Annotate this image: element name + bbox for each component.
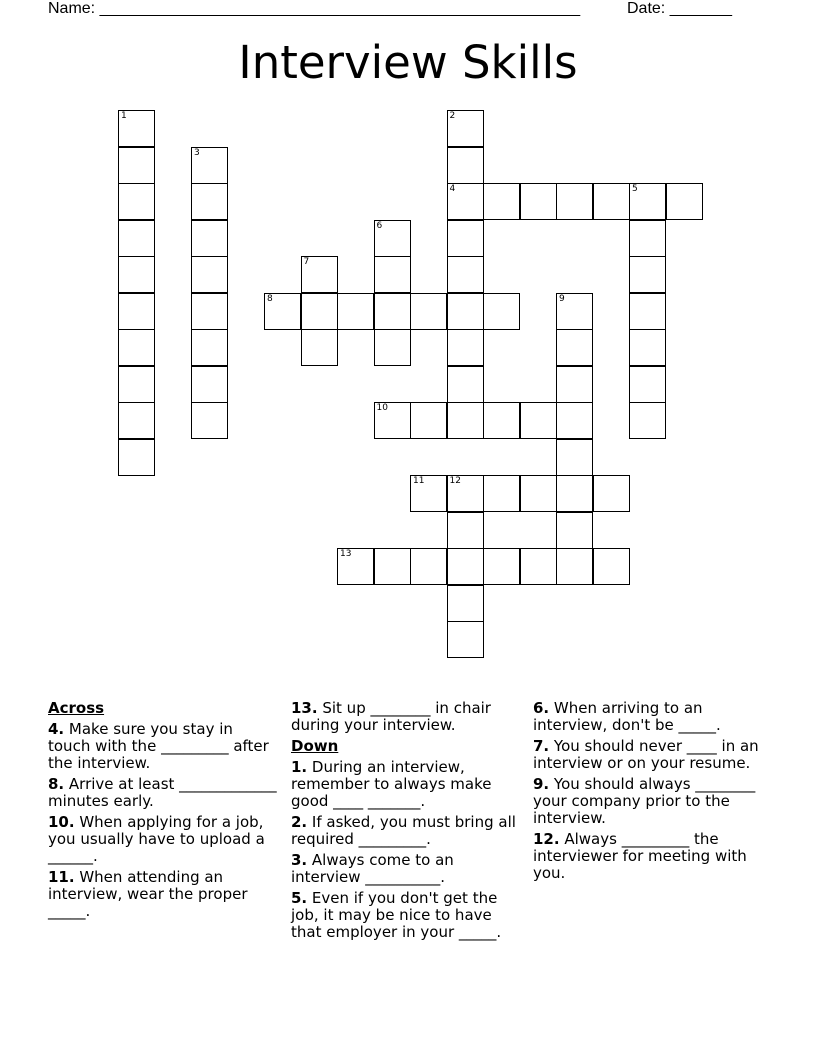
grid-cell[interactable]	[447, 256, 484, 293]
grid-cell[interactable]	[447, 585, 484, 622]
grid-cell[interactable]	[118, 220, 155, 257]
grid-cell[interactable]	[191, 220, 228, 257]
grid-cell[interactable]	[118, 293, 155, 330]
clue-down-12: 12. Always _________ the interviewer for meeting with you.	[533, 830, 747, 882]
grid-cell[interactable]	[374, 548, 411, 585]
grid-cell[interactable]	[447, 110, 484, 147]
clues-column-2	[291, 700, 521, 945]
grid-cell[interactable]	[629, 366, 666, 403]
grid-cell[interactable]	[447, 183, 484, 220]
grid-cell[interactable]	[191, 293, 228, 330]
grid-cell[interactable]	[556, 439, 593, 476]
grid-cell[interactable]	[520, 548, 557, 585]
grid-cell[interactable]	[191, 256, 228, 293]
grid-cell[interactable]	[593, 548, 630, 585]
grid-cell[interactable]	[337, 548, 374, 585]
grid-cell[interactable]	[191, 183, 228, 220]
grid-cell[interactable]	[191, 366, 228, 403]
grid-cell[interactable]	[447, 548, 484, 585]
grid-cell[interactable]	[447, 512, 484, 549]
grid-cell[interactable]	[629, 220, 666, 257]
grid-cell[interactable]	[629, 256, 666, 293]
grid-cell[interactable]	[118, 147, 155, 184]
grid-cell[interactable]	[483, 293, 520, 330]
grid-cell[interactable]	[666, 183, 703, 220]
grid-cell[interactable]	[374, 329, 411, 366]
grid-cell[interactable]	[593, 475, 630, 512]
grid-cell[interactable]	[374, 256, 411, 293]
clue-number: 9	[559, 293, 565, 304]
clues-column-3	[533, 700, 768, 886]
grid-cell[interactable]	[556, 366, 593, 403]
grid-cell[interactable]	[118, 183, 155, 220]
clue-number: 5	[632, 184, 638, 194]
clue-number: 7	[303, 257, 310, 267]
grid-cell[interactable]	[118, 110, 155, 147]
grid-cell[interactable]	[447, 220, 484, 257]
grid-cell[interactable]	[374, 293, 411, 330]
grid-cell[interactable]	[556, 329, 593, 366]
clue-across-4: 4. Make sure you stay in touch with the _________ after the interview.	[48, 720, 269, 772]
clue-across-8: 8. Arrive at least _____________ minutes early.	[48, 775, 277, 810]
grid-cell[interactable]	[556, 402, 593, 439]
grid-cell[interactable]	[520, 475, 557, 512]
grid-cell[interactable]	[447, 402, 484, 439]
clue-down-2: 2. If asked, you must bring all required _________.	[291, 813, 516, 848]
grid-cell[interactable]	[410, 293, 447, 330]
grid-cell[interactable]	[191, 402, 228, 439]
grid-cell[interactable]	[483, 548, 520, 585]
grid-cell[interactable]	[447, 147, 484, 184]
grid-cell[interactable]	[447, 475, 484, 512]
grid-cell[interactable]	[410, 475, 447, 512]
date-field[interactable]: Date: _______	[627, 0, 732, 17]
grid-cell[interactable]	[118, 366, 155, 403]
clue-down-7: 7. You should never ____ in an interview or on your resume.	[533, 737, 759, 772]
clue-across-13: 13. Sit up ________ in chair during your interview.	[291, 699, 491, 734]
clue-down-1: 1. During an interview, remember to always make good ____ _______.	[291, 758, 492, 810]
grid-cell[interactable]	[410, 548, 447, 585]
grid-cell[interactable]	[556, 293, 593, 330]
grid-cell[interactable]	[301, 256, 338, 293]
grid-cell[interactable]	[483, 475, 520, 512]
grid-cell[interactable]	[629, 329, 666, 366]
clue-number: 8	[267, 293, 273, 304]
grid-cell[interactable]	[118, 439, 155, 476]
across-heading: Across	[48, 699, 105, 717]
down-heading: Down	[291, 737, 339, 755]
grid-cell[interactable]	[118, 329, 155, 366]
grid-cell[interactable]	[556, 475, 593, 512]
grid-cell[interactable]	[447, 621, 484, 658]
grid-cell[interactable]	[410, 402, 447, 439]
grid-cell[interactable]	[447, 293, 484, 330]
grid-cell[interactable]	[191, 147, 228, 184]
clue-number: 6	[376, 220, 383, 231]
grid-cell[interactable]	[629, 402, 666, 439]
grid-cell[interactable]	[520, 183, 557, 220]
grid-cell[interactable]	[483, 183, 520, 220]
grid-cell[interactable]	[374, 402, 411, 439]
grid-cell[interactable]	[556, 183, 593, 220]
grid-cell[interactable]	[301, 293, 338, 330]
clue-number: 13	[340, 549, 352, 559]
clue-number: 3	[194, 147, 200, 158]
grid-cell[interactable]	[118, 402, 155, 439]
grid-cell[interactable]	[447, 366, 484, 403]
grid-cell[interactable]	[593, 183, 630, 220]
page-title: Interview Skills	[238, 36, 578, 89]
grid-cell[interactable]	[629, 293, 666, 330]
clue-number: 1	[121, 111, 127, 121]
clue-number: 11	[413, 476, 425, 486]
grid-cell[interactable]	[337, 293, 374, 330]
grid-cell[interactable]	[483, 402, 520, 439]
clue-across-11: 11. When attending an interview, wear the proper _____.	[48, 868, 248, 920]
clue-number: 12	[449, 476, 461, 486]
clue-across-10: 10. When applying for a job, you usually have to upload a ______.	[48, 813, 265, 865]
grid-cell[interactable]	[191, 329, 228, 366]
name-field[interactable]: Name: ______________________________________________________	[48, 0, 581, 17]
grid-cell[interactable]	[556, 512, 593, 549]
grid-cell[interactable]	[264, 293, 301, 330]
clue-down-9: 9. You should always ________ your company prior to the interview.	[533, 775, 756, 827]
clues-column-1	[48, 700, 278, 924]
clue-down-3: 3. Always come to an interview __________.	[291, 851, 454, 886]
clue-down-6: 6. When arriving to an interview, don't be _____.	[533, 699, 721, 734]
grid-cell[interactable]	[629, 183, 666, 220]
grid-cell[interactable]	[301, 329, 338, 366]
grid-cell[interactable]	[447, 329, 484, 366]
grid-cell[interactable]	[520, 402, 557, 439]
clue-number: 4	[449, 184, 456, 194]
clue-down-5: 5. Even if you don't get the job, it may be nice to have that employer in your _____.	[291, 889, 502, 941]
grid-cell[interactable]	[374, 220, 411, 257]
clue-number: 10	[376, 403, 388, 413]
grid-cell[interactable]	[556, 548, 593, 585]
clue-number: 2	[449, 111, 456, 121]
grid-cell[interactable]	[118, 256, 155, 293]
